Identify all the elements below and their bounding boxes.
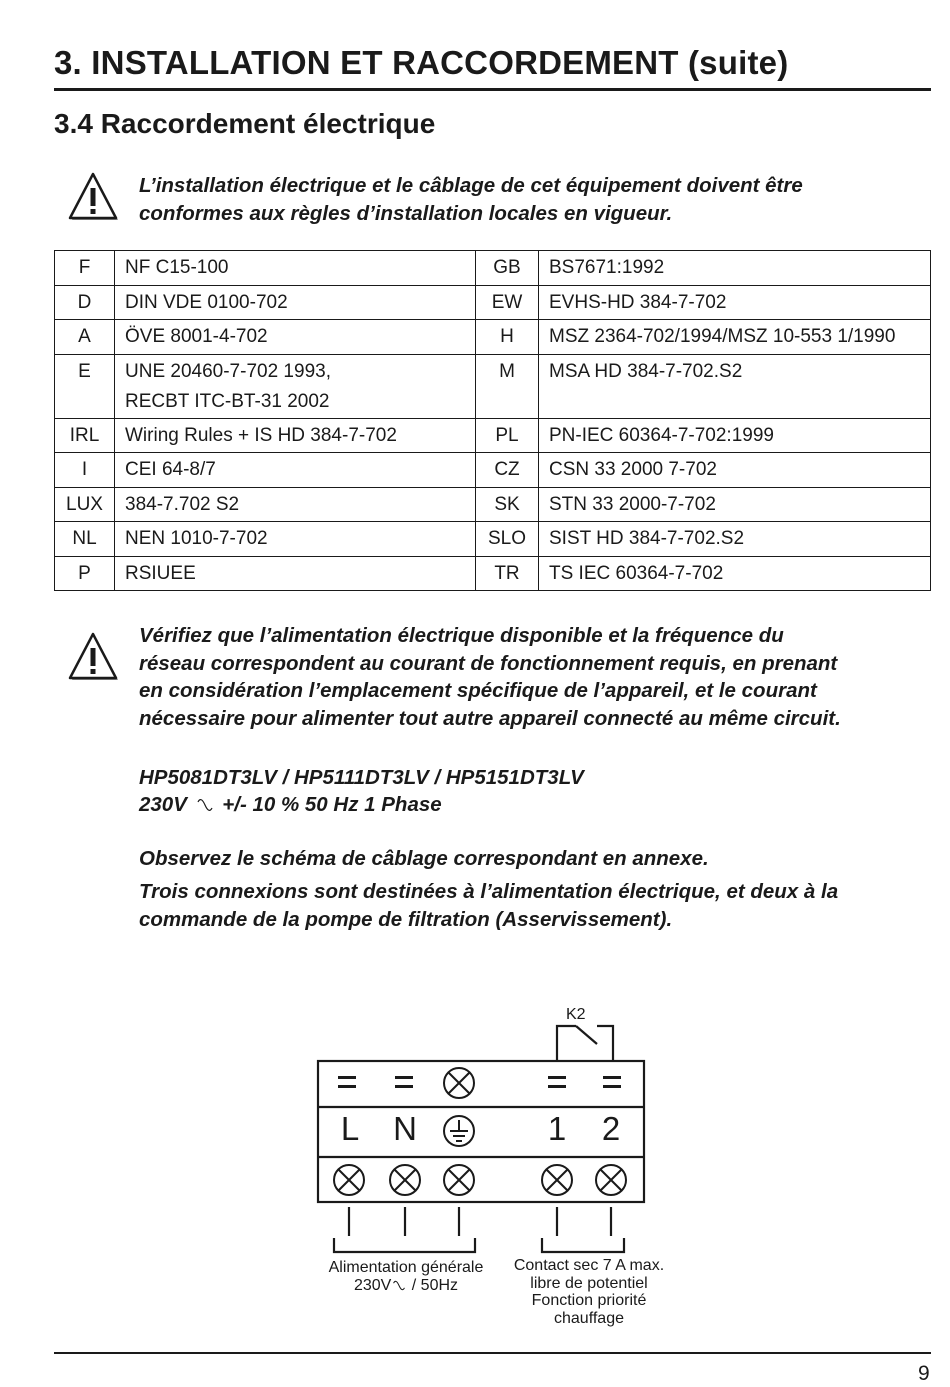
- section-title: 3.4 Raccordement électrique: [54, 108, 436, 139]
- supply-label-line1: Alimentation générale: [328, 1259, 484, 1276]
- country-code-cell: A: [55, 320, 115, 355]
- standard-cell: [115, 320, 476, 355]
- country-code-cell: M: [476, 354, 539, 418]
- standard-cell: CSN 33 2000 7-702: [539, 453, 931, 488]
- earth-ground-icon: [444, 1116, 474, 1146]
- standard-cell: STN 33 2000-7-702: [539, 487, 931, 522]
- standards-table: [54, 250, 931, 591]
- table-row: [55, 556, 931, 591]
- country-code-cell: F: [55, 251, 115, 286]
- terminal-label-1: 1: [547, 1110, 567, 1147]
- supply-label-frequency: / 50Hz: [407, 1276, 459, 1294]
- standard-cell: [115, 418, 476, 453]
- standard-text: NF C15-100: [125, 257, 229, 278]
- standard-cell: BS7671:1992: [539, 251, 931, 286]
- warning-triangle-icon: [68, 632, 120, 684]
- table-row: [55, 522, 931, 557]
- contact-label-line: Contact sec 7 A max.: [513, 1257, 665, 1274]
- country-code-cell: I: [55, 453, 115, 488]
- country-code-cell: LUX: [55, 487, 115, 522]
- standard-cell: [115, 285, 476, 320]
- contact-label-line: Fonction priorité: [531, 1292, 647, 1309]
- standard-cell: [115, 251, 476, 286]
- country-code-cell: IRL: [55, 418, 115, 453]
- page-title: 3. INSTALLATION ET RACCORDEMENT (suite): [54, 44, 789, 81]
- warning-line: L’installation électrique et le câblage de cet équipement doivent être: [139, 174, 803, 197]
- relay-label: K2: [566, 1006, 586, 1023]
- supply-details: +/- 10 % 50 Hz 1 Phase: [222, 793, 442, 816]
- standard-text: RECBT ITC-BT-31 2002: [125, 390, 330, 412]
- table-row: [55, 251, 931, 286]
- supply-voltage: 230V: [139, 793, 187, 816]
- footer-rule: [54, 1352, 931, 1354]
- screw-terminal-icon: [444, 1068, 474, 1098]
- standard-text: ÖVE 8001-4-702: [125, 326, 268, 347]
- country-code-cell: SLO: [476, 522, 539, 557]
- contact-label-line: chauffage: [554, 1309, 624, 1327]
- contact-label: [498, 1257, 680, 1327]
- table-row: [55, 285, 931, 320]
- terminal-label-l: L: [340, 1110, 360, 1147]
- country-code-cell: H: [476, 320, 539, 355]
- standard-cell: MSZ 2364-702/1994/MSZ 10-553 1/1990: [539, 320, 931, 355]
- warning-installation: [139, 172, 803, 227]
- country-code-cell: D: [55, 285, 115, 320]
- warning-line: conformes aux règles d’installation locales en vigueur.: [139, 201, 673, 225]
- standard-text: RSIUEE: [125, 562, 196, 584]
- standard-text: Wiring Rules + IS HD 384-7-702: [125, 424, 397, 446]
- ac-sine-icon: [392, 1280, 406, 1291]
- terminal-equals-marks: [338, 1076, 621, 1088]
- country-code-cell: P: [55, 556, 115, 591]
- contact-label-line: libre de potentiel: [530, 1274, 648, 1292]
- supply-label: [306, 1259, 506, 1294]
- warning-line: en considération l’emplacement spécifique de l’appareil, et le courant: [139, 679, 817, 702]
- standard-cell: [115, 487, 476, 522]
- supply-label-voltage: 230V: [353, 1276, 392, 1294]
- country-code-cell: TR: [476, 556, 539, 591]
- table-row: [55, 418, 931, 453]
- terminal-label-n: N: [393, 1110, 417, 1147]
- table-row: [55, 487, 931, 522]
- warning-line: nécessaire pour alimenter tout autre appareil connecté au même circuit.: [139, 706, 841, 730]
- terminal-label-2: 2: [601, 1110, 621, 1147]
- standard-text: DIN VDE 0100-702: [125, 291, 288, 313]
- country-code-cell: E: [55, 354, 115, 418]
- screw-terminal-row: [334, 1165, 626, 1195]
- country-code-cell: GB: [476, 251, 539, 286]
- title-underline: [54, 88, 931, 91]
- country-code-cell: SK: [476, 487, 539, 522]
- standard-cell: [115, 354, 476, 418]
- model-list: HP5081DT3LV / HP5111DT3LV / HP5151DT3LV: [139, 766, 584, 789]
- ac-sine-icon: [196, 798, 214, 812]
- standard-text: CEI 64-8/7: [125, 459, 216, 480]
- country-code-cell: CZ: [476, 453, 539, 488]
- wiring-instruction: Observez le schéma de câblage correspondant en annexe.: [139, 847, 709, 870]
- table-row: [55, 453, 931, 488]
- supply-spec: [139, 793, 442, 817]
- country-code-cell: EW: [476, 285, 539, 320]
- warning-power-supply: [139, 622, 841, 732]
- standard-cell: [115, 453, 476, 488]
- country-code-cell: NL: [55, 522, 115, 557]
- standard-text: NEN 1010-7-702: [125, 528, 268, 549]
- standard-cell: SIST HD 384-7-702.S2: [539, 522, 931, 557]
- standard-cell: TS IEC 60364-7-702: [539, 556, 931, 591]
- table-row: [55, 320, 931, 355]
- standard-cell: EVHS-HD 384-7-702: [539, 285, 931, 320]
- standard-cell: MSA HD 384-7-702.S2: [539, 354, 931, 418]
- standard-text: UNE 20460-7-702 1993,: [125, 360, 331, 382]
- connection-description: [139, 878, 838, 933]
- warning-triangle-icon: [68, 172, 120, 224]
- page-number: 9: [918, 1362, 930, 1385]
- description-line: Trois connexions sont destinées à l’alimentation électrique, et deux à la: [139, 880, 839, 903]
- table-row: [55, 354, 931, 418]
- standard-cell: PN-IEC 60364-7-702:1999: [539, 418, 931, 453]
- description-line: commande de la pompe de filtration (Asservissement).: [139, 907, 673, 931]
- standard-cell: [115, 522, 476, 557]
- country-code-cell: PL: [476, 418, 539, 453]
- standard-cell: [115, 556, 476, 591]
- supply-label-line2: [306, 1277, 506, 1295]
- warning-line: réseau correspondent au courant de fonctionnement requis, en prenant: [139, 651, 838, 675]
- warning-line: Vérifiez que l’alimentation électrique disponible et la fréquence du: [139, 624, 784, 647]
- standard-text: 384-7.702 S2: [125, 493, 240, 515]
